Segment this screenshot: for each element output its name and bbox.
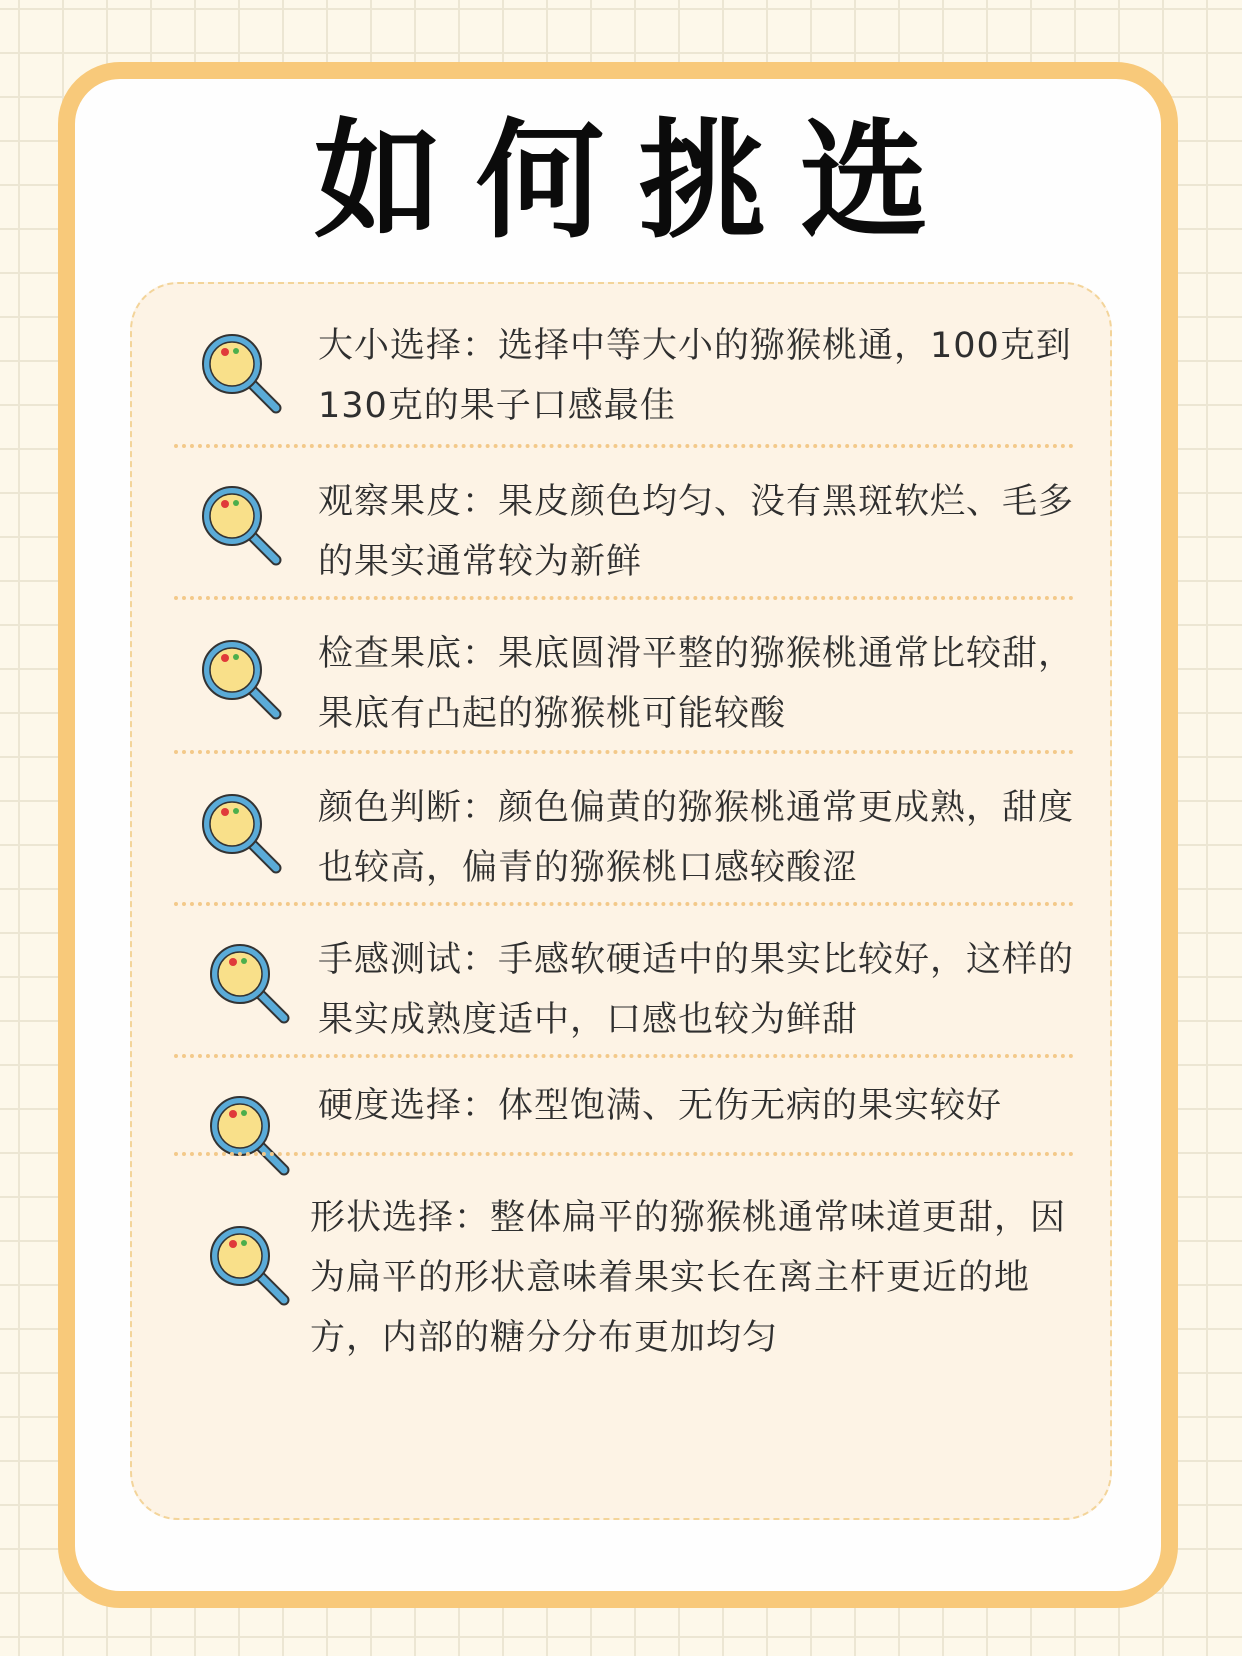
- divider: [174, 750, 1074, 754]
- magnifier-icon: [204, 1220, 294, 1310]
- tip-text: 硬度选择：体型饱满、无伤无病的果实较好: [318, 1086, 1003, 1126]
- tips-panel: [130, 282, 1112, 1520]
- tip-text: 形状选择：整体扁平的猕猴桃通常味道更甜，因为扁平的形状意味着果实长在离主杆更近的地方，内部的糖分分布更加均匀: [310, 1198, 1067, 1358]
- divider: [174, 444, 1074, 448]
- tip-text: 检查果底：果底圆滑平整的猕猴桃通常比较甜，果底有凸起的猕猴桃可能较酸: [318, 634, 1075, 734]
- tip-text: 颜色判断：颜色偏黄的猕猴桃通常更成熟，甜度也较高，偏青的猕猴桃口感较酸涩: [318, 788, 1075, 888]
- divider: [174, 596, 1074, 600]
- tip-text: 观察果皮：果皮颜色均匀、没有黑斑软烂、毛多的果实通常较为新鲜: [318, 482, 1075, 582]
- tip-text: 大小选择：选择中等大小的猕猴桃通，100克到130克的果子口感最佳: [318, 326, 1072, 426]
- magnifier-icon: [196, 328, 286, 418]
- magnifier-icon: [196, 634, 286, 724]
- divider: [174, 902, 1074, 906]
- magnifier-icon: [196, 480, 286, 570]
- page-title: 如何挑选: [313, 107, 962, 256]
- magnifier-icon: [204, 938, 294, 1028]
- divider: [174, 1054, 1074, 1058]
- magnifier-icon: [196, 788, 286, 878]
- tip-text: 手感测试：手感软硬适中的果实比较好，这样的果实成熟度适中，口感也较为鲜甜: [318, 940, 1075, 1040]
- magnifier-icon: [204, 1090, 294, 1180]
- divider: [174, 1152, 1074, 1156]
